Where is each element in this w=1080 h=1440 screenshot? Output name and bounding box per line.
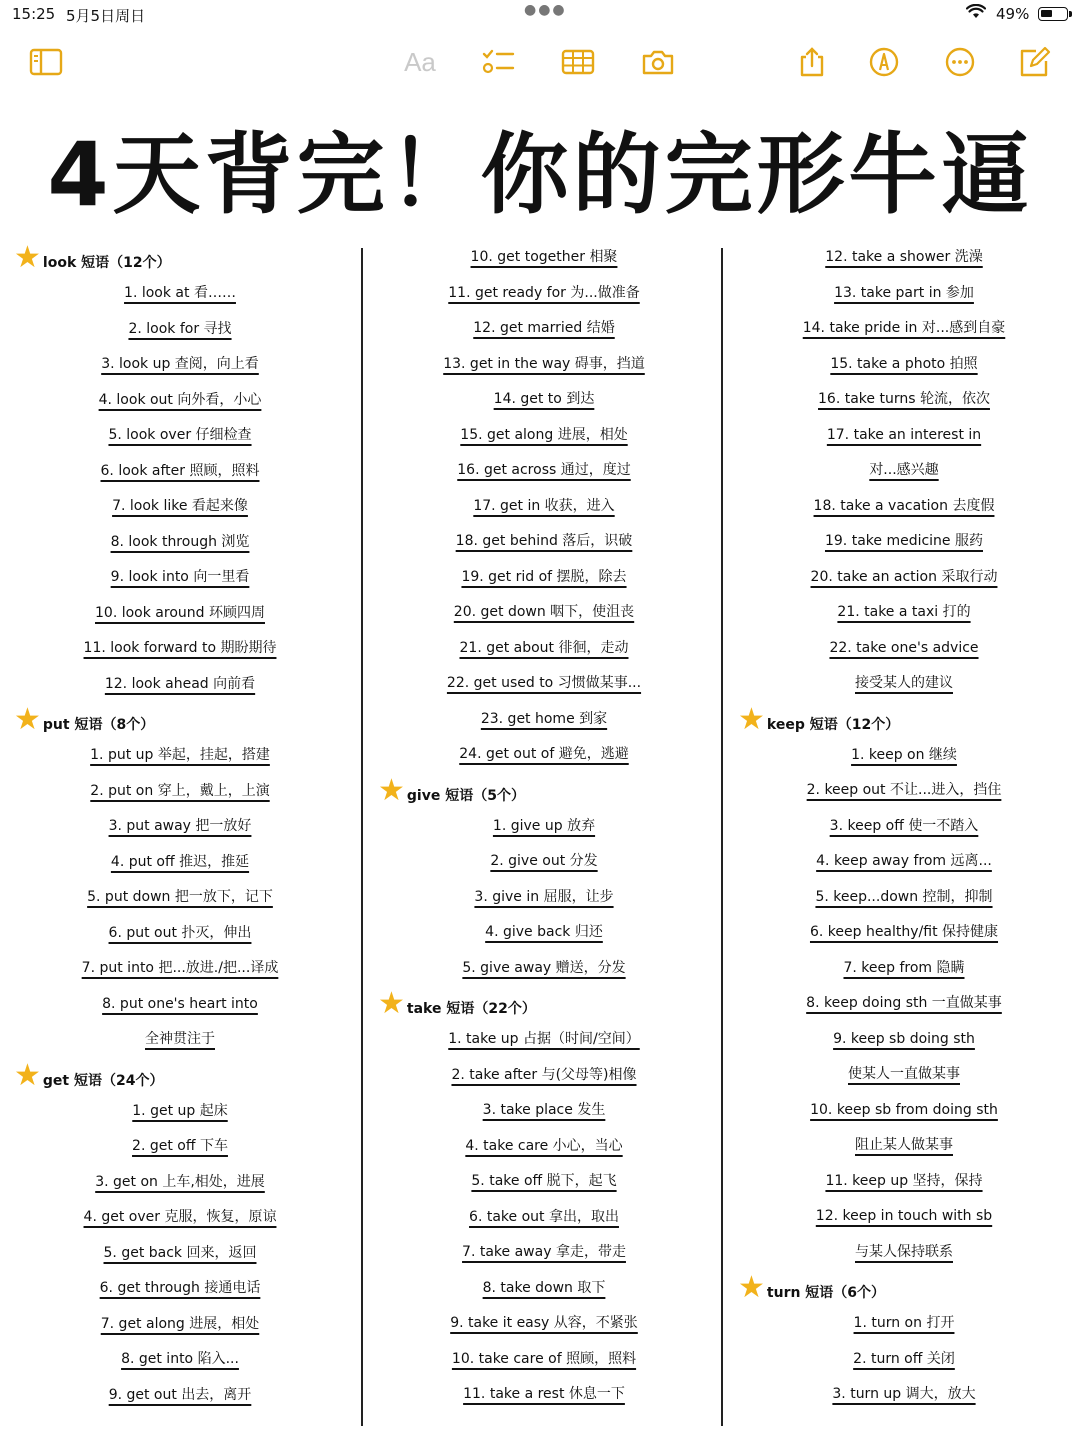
phrase-item [0, 916, 360, 952]
phrase-text: 5. keep...down 控制，抑制 [815, 888, 993, 905]
phrase-item [724, 951, 1080, 987]
section-header-label: look 短语（12个） [42, 255, 171, 271]
phrase-text: 10. look around 环顾四周 [95, 604, 265, 621]
phrase-text: 14. take pride in 对...感到自豪 [802, 320, 1006, 336]
phrase-text: 4. get over 克服，恢复，原谅 [83, 1209, 277, 1225]
phrase-text: 9. take it easy 从容，不紧张 [450, 1315, 638, 1331]
phrase-item [364, 1306, 724, 1342]
phrase-item [0, 525, 360, 561]
section-header [724, 702, 1080, 738]
phrase-text: 8. keep doing sth 一直做某事 [806, 995, 1002, 1011]
phrase-item [364, 453, 724, 489]
phrase-text: 8. look through 浏览 [110, 533, 250, 550]
phrase-text: 21. get about 徘徊，走动 [459, 639, 629, 656]
phrase-item [0, 596, 360, 632]
phrase-item [0, 276, 360, 312]
phrase-item [724, 1199, 1080, 1235]
phrase-text: 12. take a shower 洗澡 [825, 249, 983, 265]
phrase-text: 24. get out of 避免，逃避 [459, 746, 629, 762]
notes-toolbar [0, 38, 1080, 88]
phrase-text: 20. get down 咽下，使沮丧 [453, 604, 635, 620]
phrase-item [364, 1164, 724, 1200]
phrase-text: 12. look ahead 向前看 [104, 675, 256, 692]
phrase-item [364, 560, 724, 596]
phrase-text: 22. take one's advice [829, 639, 979, 656]
phrase-item [0, 454, 360, 490]
phrase-item [724, 560, 1080, 596]
phrase-text: 15. get along 进展，相处 [460, 426, 628, 443]
phrase-item [724, 311, 1080, 347]
phrase-text: 8. put one's heart into [102, 995, 258, 1012]
phrase-text: 15. take a photo 拍照 [830, 355, 978, 372]
phrase-item [0, 951, 360, 987]
phrase-item [724, 666, 1080, 702]
phrase-text: 全神贯注于 [145, 1031, 215, 1047]
phrase-item [364, 347, 724, 383]
phrase-item [364, 809, 724, 845]
phrase-text: 17. take an interest in [826, 426, 982, 443]
phrase-text: 1. turn on 打开 [853, 1315, 955, 1331]
phrase-item [364, 1058, 724, 1094]
phrase-item [0, 418, 360, 454]
phrase-text: 16. take turns 轮流，依次 [818, 391, 990, 407]
phrase-item [724, 418, 1080, 454]
phrase-item [724, 524, 1080, 560]
phrase-text: 10. take care of 照顾，照料 [451, 1350, 637, 1367]
phrase-item [724, 1235, 1080, 1271]
phrase-item [0, 383, 360, 419]
phrase-item [0, 845, 360, 881]
phrase-item [724, 809, 1080, 845]
battery-icon [1038, 7, 1068, 21]
markup-icon[interactable] [864, 44, 904, 80]
phrase-text: 23. get home 到家 [480, 710, 608, 727]
section-header [0, 240, 360, 276]
phrase-text: 5. look over 仔细检查 [108, 427, 252, 443]
phrase-item [724, 1342, 1080, 1378]
phrase-text: 11. get ready for 为...做准备 [448, 284, 640, 301]
phrase-text: 5. put down 把一放下，记下 [87, 889, 273, 905]
phrase-item [724, 240, 1080, 276]
phrase-text: 8. get into 陷入... [121, 1351, 239, 1367]
table-icon[interactable] [558, 44, 598, 80]
phrase-item [724, 738, 1080, 774]
phrase-text: 2. get off 下车 [132, 1138, 228, 1154]
section-header [364, 986, 724, 1022]
phrase-item [724, 773, 1080, 809]
note-title[interactable]: 4天背完！你的完形牛逼 [47, 123, 1033, 226]
phrase-item [724, 1093, 1080, 1129]
phrase-text: 17. get in 收获，进入 [473, 497, 615, 514]
phrase-text: 3. look up 查阅，向上看 [101, 356, 259, 372]
phrase-item [0, 1129, 360, 1165]
phrase-text: 7. get along 进展，相处 [100, 1315, 260, 1332]
phrase-text: 7. keep from 隐瞒 [843, 959, 965, 976]
phrase-text: 19. get rid of 摆脱，除去 [461, 568, 627, 585]
star-icon: ★ [738, 1270, 765, 1305]
phrase-column-3 [724, 240, 1080, 1413]
phrase-item [0, 1022, 360, 1058]
phrase-text: 3. keep off 使一不踏入 [829, 817, 979, 834]
phrase-text: 1. take up 占据（时间/空间） [448, 1031, 640, 1047]
phrase-text: 2. take after 与(父母等)相像 [451, 1066, 637, 1083]
section-header-label: take 短语（22个） [406, 1001, 536, 1017]
phrase-text: 14. get to 到达 [493, 391, 595, 407]
phrase-item [364, 1022, 724, 1058]
phrase-item [0, 880, 360, 916]
status-time: 15:25 [12, 5, 56, 23]
phrase-item [0, 1307, 360, 1343]
phrase-text: 18. take a vacation 去度假 [813, 497, 995, 514]
phrase-item [0, 738, 360, 774]
section-header-label: get 短语（24个） [42, 1072, 164, 1089]
phrase-text: 2. keep out 不让...进入，挡住 [806, 782, 1002, 798]
phrase-text: 6. put out 扑灭，伸出 [108, 924, 252, 941]
phrase-item [0, 560, 360, 596]
phrase-item [724, 986, 1080, 1022]
phrase-item [0, 667, 360, 703]
phrase-item [724, 347, 1080, 383]
phrase-item [364, 1093, 724, 1129]
phrase-item [724, 844, 1080, 880]
phrase-text: 11. take a rest 休息一下 [463, 1386, 625, 1402]
phrase-text: 6. keep healthy/fit 保持健康 [809, 924, 999, 940]
star-icon: ★ [14, 1057, 41, 1093]
phrase-item [364, 880, 724, 916]
phrase-text: 4. look out 向外看，小心 [98, 391, 262, 408]
phrase-text: 13. get in the way 碍事，挡道 [443, 355, 645, 372]
phrase-item [724, 1377, 1080, 1413]
phrase-text: 4. put off 推迟，推延 [110, 853, 250, 870]
phrase-text: 7. take away 拿走，带走 [462, 1244, 626, 1260]
battery-percent: 49% [996, 5, 1030, 23]
phrase-column-2 [364, 240, 724, 1413]
phrase-text: 12. get married 结婚 [473, 320, 615, 336]
section-header [724, 1270, 1080, 1306]
more-icon[interactable] [940, 44, 980, 80]
phrase-item [364, 311, 724, 347]
phrase-text: 12. keep in touch with sb [815, 1208, 993, 1224]
phrase-text: 9. look into 向一里看 [110, 569, 250, 585]
phrase-text: 8. take down 取下 [482, 1279, 606, 1296]
phrase-text: 4. give back 归还 [485, 924, 603, 940]
phrase-text: 11. look forward to 期盼期待 [83, 640, 277, 656]
phrase-text: 3. put away 把一放好 [108, 818, 252, 834]
phrase-item [0, 1165, 360, 1201]
phrase-item [0, 1200, 360, 1236]
phrase-text: 21. take a taxi 打的 [837, 604, 971, 620]
phrase-text: 5. take off 脱下，起飞 [471, 1173, 617, 1189]
phrase-item [0, 774, 360, 810]
star-icon: ★ [14, 240, 41, 275]
phrase-item [364, 240, 724, 276]
phrase-text: 18. get behind 落后，识破 [455, 533, 633, 549]
section-header [0, 1058, 360, 1094]
phrase-text: 19. take medicine 服药 [824, 533, 983, 549]
phrase-text: 2. turn off 关闭 [853, 1350, 955, 1367]
phrase-text: 6. take out 拿出，取出 [469, 1208, 619, 1225]
phrase-text: 1. give up 放弃 [492, 817, 596, 834]
phrase-item [724, 382, 1080, 418]
phrase-item [724, 1128, 1080, 1164]
phrase-item [364, 276, 724, 312]
phrase-item [364, 1271, 724, 1307]
star-icon: ★ [738, 701, 765, 737]
phrase-text: 11. keep up 坚持，保持 [825, 1172, 983, 1189]
phrase-item [0, 631, 360, 667]
section-header [364, 773, 724, 809]
multitasking-dots-icon[interactable]: ●●● [524, 2, 567, 18]
phrase-item [724, 1022, 1080, 1058]
phrase-item [724, 489, 1080, 525]
phrase-item [364, 1342, 724, 1378]
phrase-text: 10. get together 相聚 [470, 249, 618, 265]
phrase-item [364, 595, 724, 631]
phrase-item [0, 1271, 360, 1307]
phrase-text: 9. get out 出去，离开 [108, 1386, 252, 1403]
phrase-item [0, 1342, 360, 1378]
phrase-item [364, 737, 724, 773]
phrase-item [364, 702, 724, 738]
phrase-item [364, 915, 724, 951]
phrase-column-1 [0, 240, 360, 1413]
phrase-item [364, 1235, 724, 1271]
star-icon: ★ [14, 702, 41, 737]
phrase-item [0, 347, 360, 383]
phrase-item [364, 382, 724, 418]
phrase-item [0, 489, 360, 525]
phrase-item [0, 809, 360, 845]
section-header-label: put 短语（8个） [42, 717, 155, 733]
phrase-item [0, 1378, 360, 1414]
compose-icon[interactable] [1014, 44, 1054, 80]
phrase-text: 13. take part in 参加 [834, 284, 974, 301]
camera-icon[interactable] [638, 44, 678, 80]
phrase-text: 与某人保持联系 [855, 1243, 953, 1260]
checklist-icon[interactable] [478, 44, 518, 80]
phrase-text: 2. put on 穿上，戴上，上演 [90, 782, 270, 799]
phrase-item [364, 666, 724, 702]
phrase-text: 22. get used to 习惯做某事... [446, 675, 642, 691]
phrase-item [0, 1236, 360, 1272]
phrase-text: 6. get through 接通电话 [99, 1280, 261, 1296]
status-bar [0, 0, 1080, 28]
phrase-text: 10. keep sb from doing sth [810, 1101, 998, 1118]
phrase-text: 1. get up 起床 [132, 1102, 228, 1119]
phrase-text: 1. look at 看…… [124, 285, 236, 301]
phrase-text: 7. look like 看起来像 [112, 498, 248, 514]
phrase-text: 6. look after 照顾，照料 [100, 462, 260, 479]
section-header-label: turn 短语（6个） [766, 1285, 886, 1301]
phrase-text: 3. take place 发生 [482, 1102, 606, 1118]
phrase-item [364, 418, 724, 454]
phrase-text: 9. keep sb doing sth [833, 1030, 975, 1047]
phrase-text: 3. turn up 调大，放大 [832, 1386, 976, 1402]
phrase-text: 4. take care 小心，当心 [465, 1137, 623, 1154]
section-header-label: give 短语（5个） [406, 787, 525, 804]
phrase-item [364, 1377, 724, 1413]
phrase-item [364, 844, 724, 880]
sidebar-icon[interactable] [26, 44, 66, 80]
phrase-text: 对...感兴趣 [869, 462, 939, 478]
phrase-item [724, 880, 1080, 916]
star-icon: ★ [378, 772, 405, 808]
phrase-text: 使某人一直做某事 [848, 1066, 960, 1082]
phrase-item [364, 631, 724, 667]
column-divider [361, 248, 363, 1426]
phrase-text: 1. keep on 继续 [851, 746, 957, 763]
star-icon: ★ [378, 986, 405, 1021]
phrase-item [724, 453, 1080, 489]
phrase-text: 阻止某人做某事 [855, 1137, 953, 1153]
phrase-item [364, 524, 724, 560]
phrase-text: 4. keep away from 远离... [816, 853, 992, 869]
phrase-item [0, 312, 360, 348]
wifi-icon [966, 4, 986, 24]
phrase-text: 7. put into 把...放进./把...译成 [81, 960, 279, 976]
phrase-item [0, 1094, 360, 1130]
phrase-item [724, 1057, 1080, 1093]
format-text-button[interactable]: Aa [404, 46, 436, 77]
phrase-item [724, 1306, 1080, 1342]
phrase-item [724, 276, 1080, 312]
phrase-item [364, 1129, 724, 1165]
phrase-text: 3. give in 屈服，让步 [474, 888, 614, 905]
section-header-label: keep 短语（12个） [766, 716, 900, 733]
section-header [0, 702, 360, 738]
phrase-item [364, 1200, 724, 1236]
phrase-item [724, 631, 1080, 667]
phrase-text: 2. look for 寻找 [128, 320, 232, 337]
share-icon[interactable] [792, 44, 832, 80]
phrase-item [724, 1164, 1080, 1200]
phrase-text: 16. get across 通过，度过 [457, 462, 631, 478]
phrase-item [364, 489, 724, 525]
phrase-item [724, 915, 1080, 951]
phrase-text: 1. put up 举起，挂起，搭建 [90, 747, 270, 763]
phrase-text: 20. take an action 采取行动 [810, 568, 998, 585]
phrase-text: 接受某人的建议 [855, 675, 953, 691]
phrase-text: 5. give away 赠送，分发 [462, 959, 626, 976]
phrase-item [724, 595, 1080, 631]
phrase-text: 5. get back 回来，返回 [103, 1244, 257, 1261]
status-date: 5月5日周日 [66, 7, 146, 25]
phrase-item [364, 951, 724, 987]
phrase-text: 2. give out 分发 [490, 853, 598, 869]
phrase-text: 3. get on 上车,相处，进展 [95, 1173, 265, 1190]
phrase-item [0, 987, 360, 1023]
